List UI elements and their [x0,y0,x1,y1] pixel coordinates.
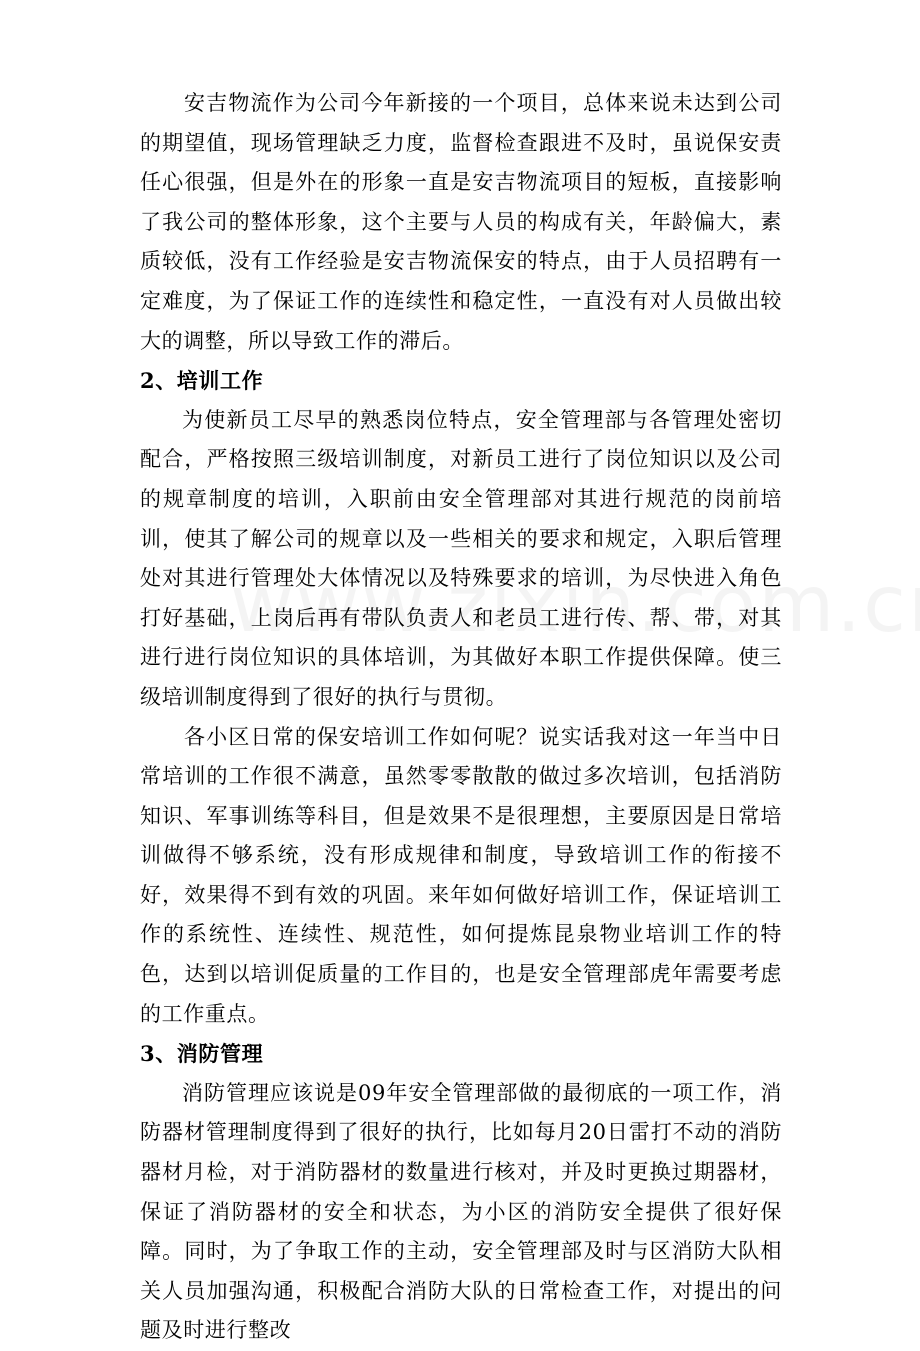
paragraph-anji-logistics: 安吉物流作为公司今年新接的一个项目，总体来说未达到公司的期望值，现场管理缺乏力度，监督检查跟进不及时，虽说保安责任心很强，但是外在的形象一直是安吉物流项目的短板，直接影响了我公司的整体形象，这个主要与人员的构成有关，年龄偏大，素质较低，没有工作经验是安吉物流保安的特点，由于人员招聘有一定难度，为了保证工作的连续性和稳定性，一直没有对人员做出较大的调整，所以导致工作的滞后。 [140,91,782,353]
paragraph-daily-training: 各小区日常的保安培训工作如何呢？说实话我对这一年当中日常培训的工作很不满意，虽然零零散散的做过多次培训，包括消防知识、军事训练等科目，但是效果不是很理想，主要原因是日常培训做得不够系统，没有形成规律和制度，导致培训工作的衔接不好，效果得不到有效的巩固。来年如何做好培训工作，保证培训工作的系统性、连续性、规范性，如何提炼昆泉物业培训工作的特色，达到以培训促质量的工作目的，也是安全管理部虎年需要考虑的工作重点。 [140,724,782,1026]
document-body [140,84,782,1351]
section-heading-fire-management: 3、消防管理 [140,1041,264,1067]
section-heading-training: 2、培训工作 [140,368,264,394]
paragraph-fire-management: 消防管理应该说是09年安全管理部做的最彻底的一项工作，消防器材管理制度得到了很好的执行，比如每月20日雷打不动的消防器材月检，对于消防器材的数量进行核对，并及时更换过期器材，保证了消防器材的安全和状态，为小区的消防安全提供了很好保障。同时，为了争取工作的主动，安全管理部及时与区消防大队相关人员加强沟通，积极配合消防大队的日常检查工作，对提出的问题及时进行整改 [140,1080,782,1343]
paragraph-new-employee-training: 为使新员工尽早的熟悉岗位特点，安全管理部与各管理处密切配合，严格按照三级培训制度，对新员工进行了岗位知识以及公司的规章制度的培训，入职前由安全管理部对其进行规范的岗前培训，使其了解公司的规章以及一些相关的要求和规定，入职后管理处对其进行管理处大体情况以及特殊要求的培训，为尽快进入角色打好基础，上岗后再有带队负责人和老员工进行传、帮、带，对其进行进行岗位知识的具体培训，为其做好本职工作提供保障。使三级培训制度得到了很好的执行与贯彻。 [140,407,782,709]
